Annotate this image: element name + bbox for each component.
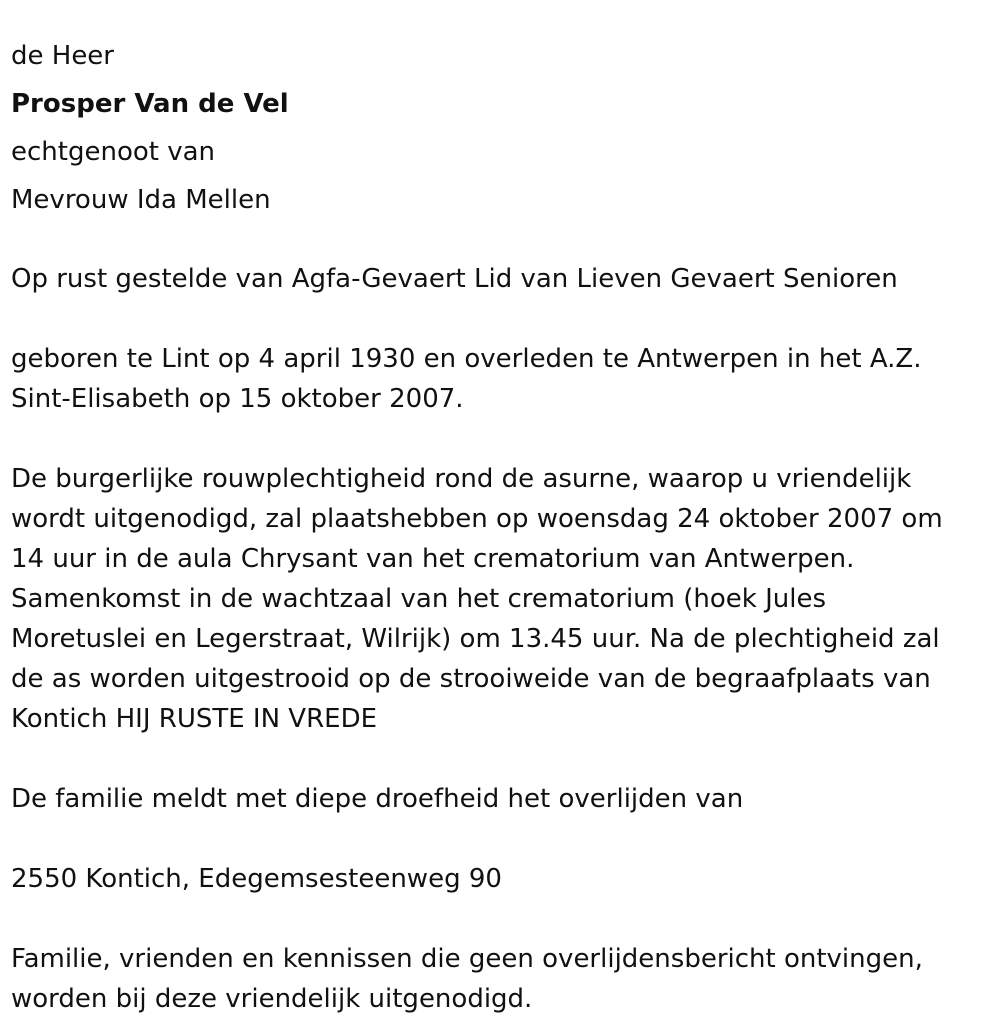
spouse-name: Mevrouw Ida Mellen [11, 185, 271, 215]
relation-label: echtgenoot van [11, 137, 216, 167]
deceased-name: Prosper Van de Vel [11, 89, 289, 119]
birth-death-text: geboren te Lint op 4 april 1930 en overleden te Antwerpen in het A.Z. Sint-Elisabeth op 15 oktober 2007. [11, 344, 922, 414]
salutation: de Heer [11, 41, 114, 71]
ceremony-text: De burgerlijke rouwplechtigheid rond de asurne, waarop u vriendelijk wordt uitgenodigd, zal plaatshebben op woensdag 24 oktober 2007 om 14 uur in de aula Chrysant van het crematorium van Antwerpen. Samenkomst in de wachtzaal van het crematorium (hoek Jules Moretuslei en Legerstraat, Wilrijk) om 13.45 uur. Na de plechtigheid zal de as worden uitgestrooid op de strooiweide van de begraafplaats van Kontich HIJ RUSTE IN VREDE [11, 464, 943, 734]
closing-text: Familie, vrienden en kennissen die geen overlijdensbericht ontvingen, worden bij deze vriendelijk uitgenodigd. [11, 944, 923, 1014]
occupation-text: Op rust gestelde van Agfa-Gevaert Lid van Lieven Gevaert Senioren [11, 264, 898, 294]
family-announcement: De familie meldt met diepe droefheid het overlijden van [11, 784, 744, 814]
address: 2550 Kontich, Edegemsesteenweg 90 [11, 864, 502, 894]
